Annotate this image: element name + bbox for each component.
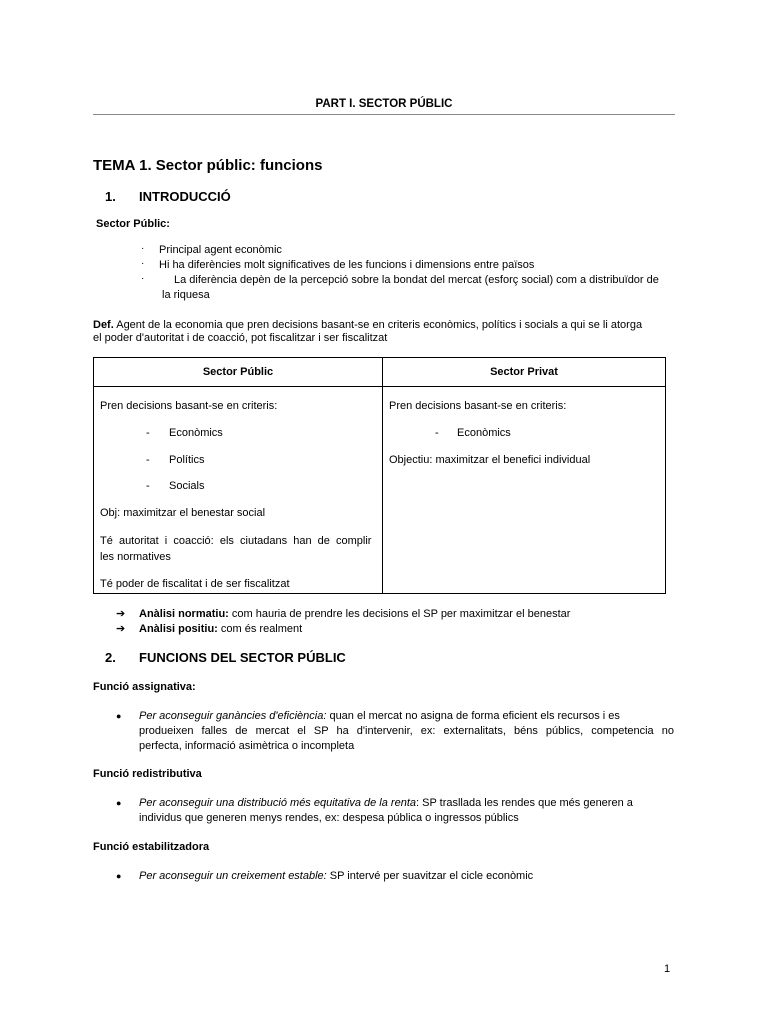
table-header-private: Sector Privat: [383, 358, 666, 387]
function-redistributiva-line-2: individus que generen menys rendes, ex: despesa pública o ingressos públics: [139, 812, 519, 824]
analysis-normative-label: Anàlisi normatiu:: [139, 608, 229, 620]
intro-bullet-3-cont: la riquesa: [162, 289, 210, 301]
function-redistributiva-line-1: [139, 796, 633, 811]
public-criterion-2: Polítics: [169, 454, 205, 466]
function-estabilitzadora-italic: Per aconseguir un creixement estable:: [139, 870, 327, 882]
section2-title: FUNCIONS DEL SECTOR PÚBLIC: [139, 650, 346, 665]
bullet-icon: ●: [116, 711, 122, 721]
function-estabilitzadora-text: SP intervé per suavitzar el cicle econòmic: [326, 870, 534, 882]
header-rule: [93, 114, 675, 115]
function-assignativa-line-1: [139, 709, 674, 724]
tema-title: TEMA 1. Sector públic: funcions: [93, 157, 323, 174]
analysis-normative: [139, 607, 570, 622]
analysis-positive-text: com és realment: [217, 623, 303, 635]
definition-line-2: el poder d'autoritat i de coacció, pot fiscalitzar i ser fiscalitzat: [93, 332, 388, 344]
bullet-icon: ●: [116, 798, 122, 808]
function-assignativa-label: Funció assignativa:: [93, 681, 196, 693]
public-authority-1: Té autoritat i coacció: els ciutadans han de complir: [100, 535, 372, 547]
function-assignativa-line-3: perfecta, informació asimètrica o incompleta: [139, 740, 355, 752]
bullet-icon: ●: [116, 871, 122, 881]
sector-comparison-table: [93, 357, 666, 594]
definition-label: Def.: [93, 319, 114, 331]
dash: -: [146, 427, 150, 439]
function-estabilitzadora-line-1: [139, 869, 533, 884]
public-fiscal: Té poder de fiscalitat i de ser fiscalitzat: [100, 578, 290, 590]
analysis-normative-text: com hauria de prendre les decisions el SP per maximitzar el benestar: [228, 608, 571, 620]
bullet-dot: ·: [141, 243, 145, 254]
intro-bullet-3: La diferència depèn de la percepció sobre la bondat del mercat (esforç social) com a distribuïdor de: [174, 274, 659, 286]
section1-number: 1.: [105, 189, 116, 204]
function-assignativa-text: quan el mercat no asigna de forma eficient els recursos i es: [326, 710, 620, 722]
analysis-positive: [139, 622, 302, 637]
section2-number: 2.: [105, 650, 116, 665]
function-assignativa-line-2: produeixen falles de mercat el SP ha d'intervenir, ex: externalitats, béns públics, competencia no: [139, 725, 674, 737]
analysis-positive-label: Anàlisi positiu:: [139, 623, 218, 635]
page-number: 1: [664, 963, 671, 975]
private-objective: Objectiu: maximitzar el benefici individual: [389, 454, 591, 466]
page-header: PART I. SECTOR PÚBLIC: [315, 98, 453, 110]
sector-public-label: Sector Públic:: [96, 218, 170, 230]
arrow-icon: ➔: [116, 623, 126, 635]
table-header-public: Sector Públic: [94, 358, 383, 387]
intro-bullet-2: Hi ha diferències molt significatives de les funcions i dimensions entre països: [159, 259, 535, 271]
private-criterion-1: Econòmics: [457, 427, 511, 439]
section1-title: INTRODUCCIÓ: [139, 189, 231, 204]
function-estabilitzadora-label: Funció estabilitzadora: [93, 841, 210, 853]
public-authority-2: les normatives: [100, 551, 171, 563]
intro-bullet-1: Principal agent econòmic: [159, 244, 282, 256]
bullet-dot: ·: [141, 258, 145, 269]
public-criterion-3: Socials: [169, 480, 205, 492]
public-objective: Obj: maximitzar el benestar social: [100, 507, 266, 519]
definition-text: Agent de la economia que pren decisions basant-se en criteris econòmics, polítics i socials a qui se li atorga: [113, 319, 643, 331]
public-intro: Pren decisions basant-se en criteris:: [100, 400, 278, 412]
table-cell-private: [383, 387, 666, 594]
dash: -: [146, 454, 150, 466]
dash: -: [435, 427, 439, 439]
table-cell-public: [94, 387, 383, 594]
function-assignativa-italic: Per aconseguir ganàncies d'eficiència:: [139, 710, 327, 722]
private-intro: Pren decisions basant-se en criteris:: [389, 400, 567, 412]
function-redistributiva-italic: Per aconseguir una distribució més equitativa de la renta: [139, 797, 416, 809]
function-redistributiva-text: : SP trasllada les rendes que més generen a: [416, 797, 633, 809]
public-criterion-1: Econòmics: [169, 427, 223, 439]
function-redistributiva-label: Funció redistributiva: [93, 768, 202, 780]
arrow-icon: ➔: [116, 608, 126, 620]
bullet-dot: ·: [141, 273, 145, 284]
dash: -: [146, 480, 150, 492]
